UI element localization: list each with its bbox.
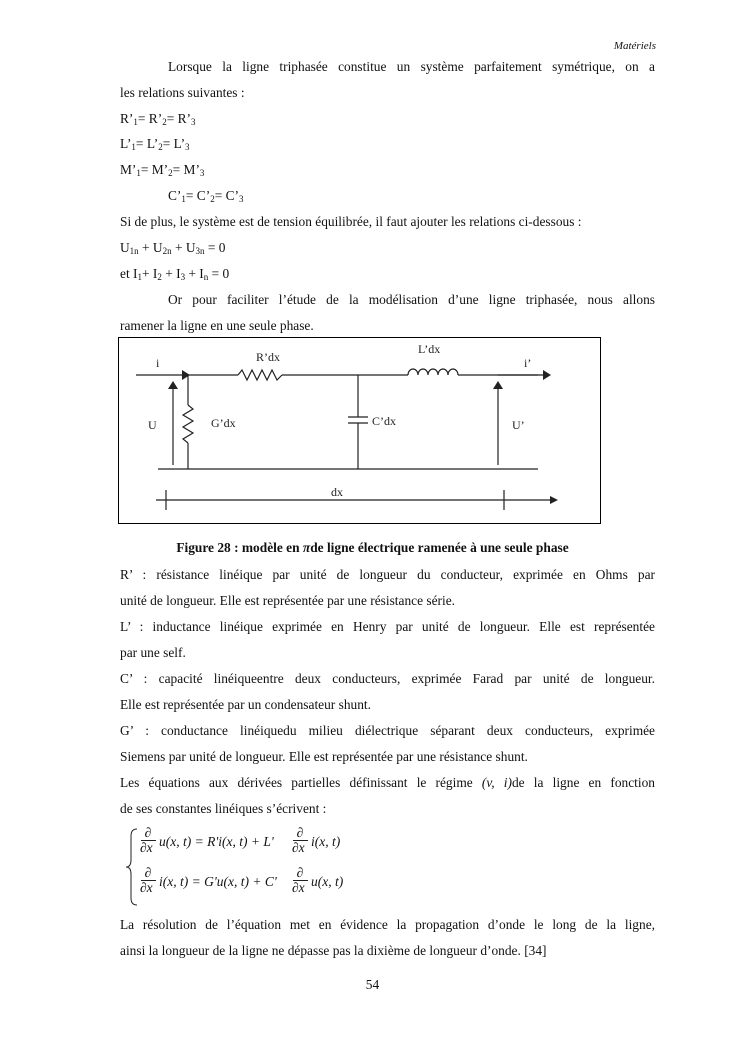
definition-l-line: par une self. <box>120 645 186 660</box>
eq2-partial-den-2: ∂x <box>292 880 305 895</box>
definition-g-line: G’ : conductance linéiquedu milieu diélectrique séparant deux conducteurs, exprimée <box>120 723 655 738</box>
eq2-partial-den: ∂x <box>140 880 153 895</box>
series-inductor <box>408 369 458 375</box>
definition-c-line: Elle est représentée par un condensateur shunt. <box>120 697 371 712</box>
eq1-partial-num: ∂ <box>144 825 152 840</box>
label-g: G’dx <box>211 416 236 430</box>
running-header: Matériels <box>613 40 656 52</box>
page-number: 54 <box>365 977 380 992</box>
eq1-partial-den: ∂x <box>140 840 153 855</box>
definition-l-line: L’ : inductance linéique exprimée en Henry par unité de longueur. Elle est représentée <box>120 619 655 634</box>
eq1-rhs: i(x, t) <box>311 834 341 849</box>
eq2-lhs: i(x, t) = G'u(x, t) + C' <box>159 874 277 889</box>
relation-l: $L’_1=$ $L’_2=$ $L’_3$ <box>120 136 190 152</box>
u-in-arrowhead <box>168 381 178 389</box>
eq2-partial-num-2: ∂ <box>296 865 304 880</box>
paragraph-line: Or pour faciliter l’étude de la modélisation d’une ligne triphasée, nous allons <box>168 292 655 307</box>
definition-g-line: Siemens par unité de longueur. Elle est représentée par une résistance shunt. <box>120 749 528 764</box>
label-i-in: i <box>156 356 160 370</box>
paragraph-line: Si de plus, le système est de tension équilibrée, il faut ajouter les relations ci-dessous : <box>120 214 582 229</box>
relation-i: et $I_1+ I_2 + I_3 + I_n = 0$ <box>120 266 230 282</box>
conclusion-line: La résolution de l’équation met en évidence la propagation d’onde le long de la ligne, <box>120 917 655 932</box>
label-dx: dx <box>331 485 343 499</box>
pi-model-circuit-figure <box>118 337 601 525</box>
dx-arrowhead <box>550 496 558 504</box>
paragraph-line: ramener la ligne en une seule phase. <box>120 318 314 333</box>
label-u-out: U’ <box>512 418 525 432</box>
label-u-in: U <box>148 418 157 432</box>
eq2-rhs: u(x, t) <box>311 874 344 889</box>
equation-intro-line: Les équations aux dérivées partielles définissant le régime (v, i)de la ligne en fonction <box>120 775 655 790</box>
eq1-partial-den-2: ∂x <box>292 840 305 855</box>
label-r: R’dx <box>256 350 280 364</box>
eq2-partial-num: ∂ <box>144 865 152 880</box>
eq1-lhs: u(x, t) = R'i(x, t) + L' <box>159 834 274 849</box>
pde-system <box>125 826 385 908</box>
i-in-arrowhead <box>182 370 190 380</box>
definition-r-line: R’ : résistance linéique par unité de longueur du conducteur, exprimée en Ohms par <box>120 567 655 582</box>
relation-m: $M’_1=$ $M’_2=$ $M’_3$ <box>120 162 205 178</box>
definition-c-line: C’ : capacité linéiqueentre deux conducteurs, exprimée Farad par unité de longueur. <box>120 671 655 686</box>
eq1-partial-num-2: ∂ <box>296 825 304 840</box>
equation-intro-line: de ses constantes linéiques s’écrivent : <box>120 801 327 816</box>
definition-r-line: unité de longueur. Elle est représentée par une résistance série. <box>120 593 455 608</box>
conclusion-line: ainsi la longueur de la ligne ne dépasse pas la dixième de longueur d’onde. [34] <box>120 943 547 958</box>
relation-u: $U_{1n} + U_{2n} + U_{3n} = 0$ <box>120 240 226 256</box>
figure-caption: Figure 28 : modèle en πde ligne électrique ramenée à une seule phase <box>176 540 569 555</box>
label-i-out: i’ <box>524 356 532 370</box>
relation-c: $C’_1=$ $C’_2=$ $C’_3$ <box>168 188 244 204</box>
paragraph-line: Lorsque la ligne triphasée constitue un système parfaitement symétrique, on a <box>168 59 655 74</box>
shunt-resistor <box>183 405 193 443</box>
label-c: C’dx <box>372 414 396 428</box>
label-l: L’dx <box>418 342 441 356</box>
series-resistor <box>238 370 282 380</box>
system-brace <box>125 828 139 906</box>
paragraph-line: les relations suivantes : <box>120 85 245 100</box>
relation-r: $R’_1=$ $R’_2=$ $R’_3$ <box>120 111 196 127</box>
i-out-arrowhead <box>543 370 551 380</box>
u-out-arrowhead <box>493 381 503 389</box>
